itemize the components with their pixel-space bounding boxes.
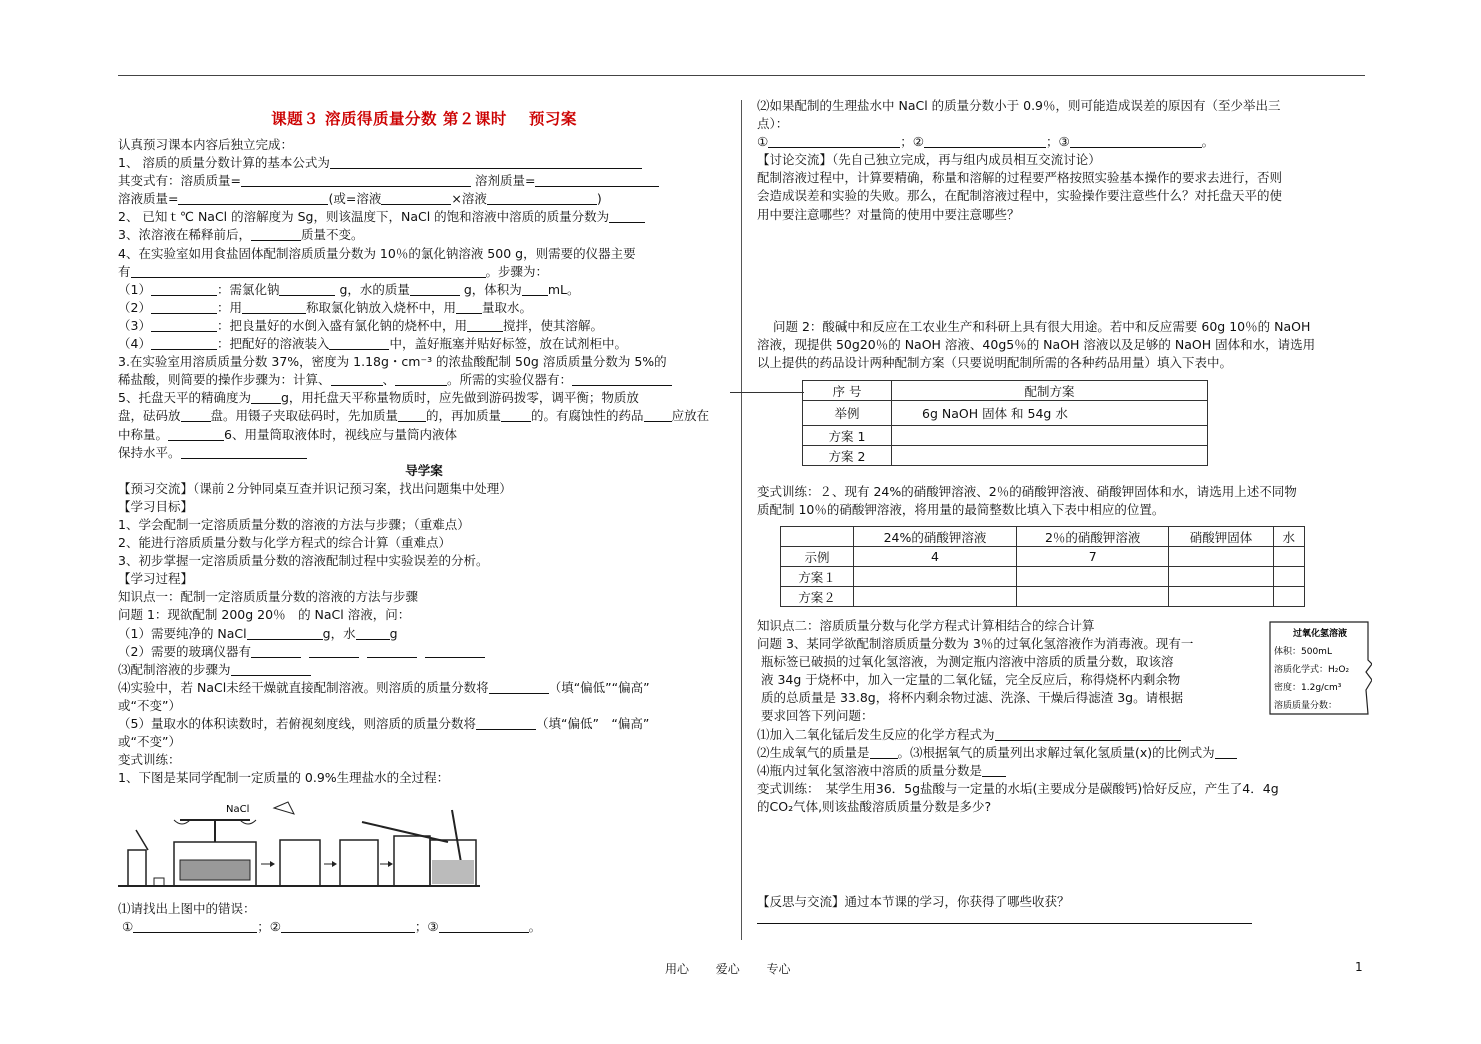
text-line: 瓶标签已破损的过氧化氢溶液，为测定瓶内溶液中溶质的质量分数，取该溶 <box>761 654 1174 670</box>
text-line: ⑷瓶内过氧化氢溶液中溶质的质量分数是 <box>757 762 1369 780</box>
text-line: （1） ：需氯化钠 g，水的质量 g，体积为 mL。 <box>118 281 580 297</box>
text-line: （1）需要纯净的 NaCl g，水 g <box>118 625 398 641</box>
label-title: 过氧化氢溶液 <box>1292 629 1348 639</box>
text-line: 认真预习课本内容后独立完成： <box>118 137 294 152</box>
footer-motto: 用心 爱心 专心 <box>665 962 791 976</box>
text-line: 中称量。 6、用量筒取液体时，视线应与量筒内液体 <box>118 426 457 442</box>
table-cell: 4 <box>854 547 1017 567</box>
text-line: 溶液质量= (或=溶液 ×溶液 ) <box>118 191 602 207</box>
text-line: ① ；② ；③ 。 <box>757 134 1215 150</box>
table-guide-line <box>730 392 804 393</box>
table-cell: 方案２ <box>781 587 854 607</box>
text-line: 会造成误差和实验的失败。那么，在配制溶液过程中，实验操作要注意些什么？对托盘天平的使 <box>757 188 1283 204</box>
text-line: （3） ：把良量好的水倒入盛有氯化钠的烧杯中，用 搅拌，使其溶解。 <box>118 317 603 333</box>
table-cell <box>1169 547 1273 567</box>
text-line: 5、托盘天平的精确度为 g，用托盘天平称量物质时，应先做到游码拨零，调平衡；物质放 <box>118 390 639 406</box>
text-line: 要求回答下列问题： <box>761 708 874 724</box>
text-line: 2、能进行溶质质量分数与化学方程式的综合计算（重难点） <box>118 535 451 551</box>
table-header: 24%的硝酸钾溶液 <box>854 527 1017 547</box>
text-line: 变式训练： <box>118 752 181 768</box>
table-cell: 方案１ <box>781 567 854 587</box>
text-line: 1、 溶质的质量分数计算的基本公式为 <box>118 154 730 172</box>
label-line: 密度：1.2g/cm³ <box>1274 683 1342 693</box>
table-cell <box>1273 547 1304 567</box>
text-line: 其变式有：溶质质量= 溶剂质量= <box>118 172 730 190</box>
text-line: 用中要注意哪些？对量筒的使用中要注意哪些？ <box>757 206 1020 222</box>
label-line: 溶质质量分数： <box>1274 701 1338 711</box>
table-header: 水 <box>1273 527 1304 547</box>
text-line: 或“不变”） <box>118 734 181 750</box>
text-line: 问题 2：酸碱中和反应在工农业生产和科研上具有很大用途。若中和反应需要 60g 10％的 NaOH <box>773 319 1311 334</box>
text-line: 4、在实验室如用食盐固体配制溶质质量分数为 10％的氯化钠溶液 500 g，则需要的仪器主要 <box>118 245 636 261</box>
table-cell[interactable] <box>892 446 1208 466</box>
left-column <box>118 106 730 787</box>
page-number: 1 <box>1355 960 1363 974</box>
text-line: 有 。步骤为： <box>118 263 549 279</box>
table-header: 序 号 <box>803 381 892 401</box>
text-line: 1、下图是某同学配制一定质量的 0.9%生理盐水的全过程： <box>118 770 450 786</box>
table-header: 硝酸钾固体 <box>1169 527 1273 547</box>
label-line: 溶质化学式：H₂O₂ <box>1274 665 1350 675</box>
variation-2 <box>757 483 1369 519</box>
text-line: 液 34g 于烧杯中，加入一定量的二氧化锰，完全反应后，称得烧杯内剩余物 <box>761 672 1181 688</box>
text-line: ⑶配制溶液的步骤为 <box>118 661 730 679</box>
table-cell: 方案 1 <box>803 426 892 446</box>
text-line: （2）需要的玻璃仪器有 <box>118 643 730 661</box>
column-divider <box>741 100 742 940</box>
text-line: 变式训练： 某学生用36．5g盐酸与一定量的水垢(主要成分是碳酸钙)恰好反应，产生了4．4g <box>757 780 1279 796</box>
table-cell[interactable] <box>892 426 1208 446</box>
left-column-bottom <box>118 900 730 936</box>
table-cell[interactable] <box>854 587 1017 607</box>
text-line: 质配制 10％的硝酸钾溶液，将用量的最简整数比填入下表中相应的位置。 <box>757 502 1165 518</box>
text-line: （2） ：用 称取氯化钠放入烧杯中，用 量取水。 <box>118 299 532 315</box>
text-line: 知识点一：配制一定溶质质量分数的溶液的方法与步骤 <box>118 589 419 605</box>
text-line: （4） ：把配好的溶液装入 中，盖好瓶塞并贴好标签，放在试剂柜中。 <box>118 336 627 352</box>
text-line: 【讨论交流】（先自己独立完成，再与组内成员相互交流讨论） <box>757 152 1101 168</box>
text-line: 【反思与交流】通过本节课的学习，你获得了哪些收获？ <box>757 894 1070 909</box>
text-line: 1、学会配制一定溶质质量分数的溶液的方法与步骤；（重难点） <box>118 516 470 532</box>
text-line: 保持水平。 <box>118 444 730 462</box>
text-line: 【预习交流】（课前２分钟同桌互查并识记预习案，找出问题集中处理） <box>118 480 512 496</box>
header-rule <box>118 75 1365 76</box>
table-cell: 7 <box>1017 547 1169 567</box>
text-line: 配制溶液过程中，计算要精确，称量和溶解的过程要严格按照实验基本操作的要求去进行，否则 <box>757 170 1283 186</box>
text-line: 点）： <box>757 116 789 132</box>
text-line: 3.在实验室用溶质质量分数 37%，密度为 1.18g・cm⁻³ 的浓盐酸配制 50g 溶质质量分数为 5%的 <box>118 354 667 370</box>
table-cell: 示例 <box>781 547 854 567</box>
nacl-label: NaCl <box>226 804 250 815</box>
text-line: 问题 1：现欲配制 200g 20％ 的 NaCl 溶液，问： <box>118 607 411 623</box>
text-line: 或“不变”） <box>118 697 181 713</box>
text-line: 3、浓溶液在稀释前后， 质量不变。 <box>118 227 364 243</box>
table-cell[interactable] <box>1169 587 1273 607</box>
section-title: 导学案 <box>405 462 443 478</box>
table-header: 配制方案 <box>892 381 1208 401</box>
text-line: 2、 已知ｔ℃ NaCl 的溶解度为 Sg，则该温度下，NaCl 的饱和溶液中溶质的质量分数为 <box>118 208 730 226</box>
table-cell: 方案 2 <box>803 446 892 466</box>
table-cell[interactable] <box>1169 567 1273 587</box>
label-line: 体积：500mL <box>1274 647 1332 657</box>
text-line: ⑴加入二氧化锰后发生反应的化学方程式为 <box>757 726 1369 744</box>
right-column <box>757 97 1369 224</box>
text-line: 问题 3、某同学欲配制溶质质量分数为 3％的过氧化氢溶液作为消毒液。现有一 <box>757 636 1194 652</box>
naoh-plan-table <box>802 380 1208 466</box>
reflection <box>757 893 1369 924</box>
text-line: ⑵生成氧气的质量是 。⑶根据氧气的质量列出求解过氧化氢质量(x)的比例式为 <box>757 744 1369 762</box>
problem-2 <box>757 318 1373 372</box>
table-cell: 举例 <box>803 401 892 426</box>
table-cell[interactable] <box>1273 567 1304 587</box>
table-header <box>781 527 854 547</box>
table-cell[interactable] <box>1273 587 1304 607</box>
text-line: （5）量取水的体积读数时，若俯视刻度线，则溶质的质量分数将 （填“偏低” “偏高” <box>118 716 650 731</box>
text-line: 盘，砝码放 盘。用镊子夹取砝码时，先加质量 的，再加质量 的。有腐蚀性的药品 应放在 <box>118 408 710 424</box>
answer-line <box>757 923 1252 924</box>
text-line: 质的总质量是 33.8g，将杯内剩余物过滤、洗涤、干燥后得滤渣 3g。请根据 <box>761 690 1184 706</box>
kno3-plan-table <box>780 526 1305 607</box>
text-line: 以上提供的药品设计两种配制方案（只要说明配制所需的各种药品用量）填入下表中。 <box>757 355 1233 371</box>
text-line: 知识点二：溶质质量分数与化学方程式计算相结合的综合计算 <box>757 618 1095 633</box>
reagent-label-illustration <box>1268 620 1372 716</box>
page-title: 课题３ 溶质得质量分数 第２课时 预习案 <box>271 110 577 128</box>
lab-procedure-illustration <box>118 800 480 890</box>
table-cell[interactable] <box>1017 587 1169 607</box>
text-line: ⑴请找出上图中的错误： <box>118 901 256 916</box>
text-line: 溶液，现提供 50g20％的 NaOH 溶液、40g5％的 NaOH 溶液以及足够的 NaOH 固体和水，请选用 <box>757 337 1316 353</box>
table-cell[interactable] <box>1017 567 1169 587</box>
text-line: 变式训练：２、现有 24%的硝酸钾溶液、2％的硝酸钾溶液、硝酸钾固体和水，请选用上述不同物 <box>757 484 1297 499</box>
text-line: ⑷实验中，若 NaCl未经干燥就直接配制溶液。则溶质的质量分数将 （填“偏低”“偏高” <box>118 679 650 695</box>
text-line: 【学习过程】 <box>118 571 194 587</box>
text-line: 稀盐酸，则简要的操作步骤为：计算、 、 。所需的实验仪器有： <box>118 371 730 389</box>
text-line: ① ；② ；③ 。 <box>121 919 542 935</box>
table-cell[interactable] <box>854 567 1017 587</box>
text-line: 【学习目标】 <box>118 498 194 514</box>
text-line: ⑵如果配制的生理盐水中 NaCl 的质量分数小于 0.9％，则可能造成误差的原因有（至少举出三 <box>757 98 1281 113</box>
table-cell: 6g NaOH 固体 和 54g 水 <box>892 401 1208 426</box>
text-line: 的CO₂气体,则该盐酸溶质质量分数是多少? <box>757 798 992 814</box>
text-line: 3、初步掌握一定溶质质量分数的溶液配制过程中实验误差的分析。 <box>118 553 489 569</box>
table-header: 2％的硝酸钾溶液 <box>1017 527 1169 547</box>
